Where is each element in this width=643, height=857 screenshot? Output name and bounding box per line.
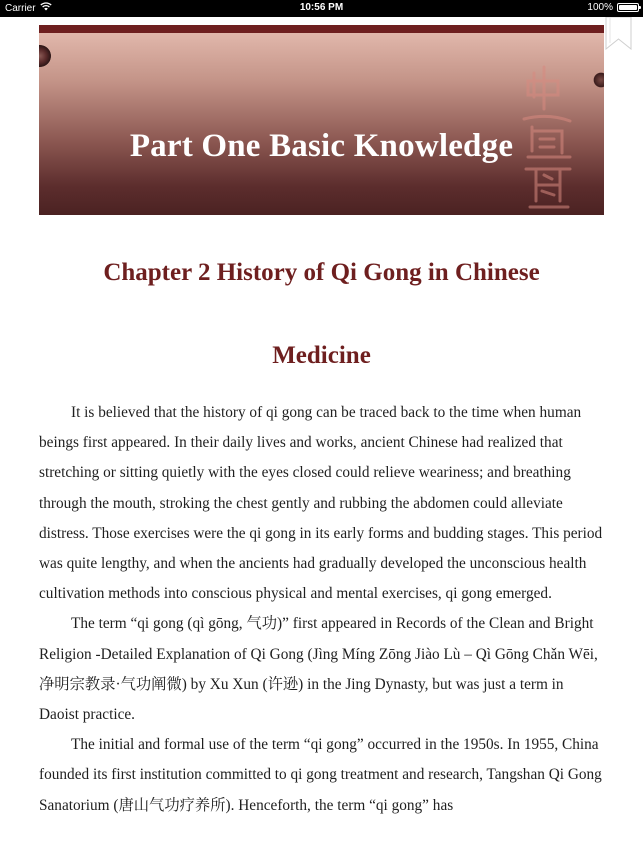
banner-ornament-right (592, 71, 604, 89)
banner-top-bar (39, 25, 604, 33)
part-banner (39, 25, 604, 215)
status-time: 10:56 PM (299, 2, 344, 13)
carrier-label: Carrier (5, 2, 36, 14)
battery-fill (619, 5, 637, 10)
banner-ornament-left (39, 45, 51, 67)
battery-icon (617, 3, 639, 12)
battery-tip (639, 6, 641, 9)
part-title: Part One Basic Knowledge (129, 128, 514, 164)
status-bar (0, 0, 643, 17)
chapter-title-line-1: Chapter 2 History of Qi Gong in Chinese (103, 259, 540, 286)
body-paragraph: The initial and formal use of the term “qi gong” occurred in the 1950s. In 1955, China founded its first institution committed to qi gong treatment and research, Tangshan Qi Gong Sanatorium (唐山气功疗养所). Henceforth, the term “qi gong” has (39, 736, 602, 814)
body-paragraph: The term “qi gong (qì gōng, 气功)” first appeared in Records of the Clean and Bright Religion -Detailed Explanation of Qi Gong (Jìng Míng Zōng Jiào Lù – Qì Gōng Chǎn Wēi, 净明宗教录·气功阐微) by Xu Xun (许逊) in the Jing Dynasty, but was just a term in Daoist practice. (39, 615, 598, 724)
battery-percent: 100% (587, 2, 613, 13)
body-paragraph: It is believed that the history of qi gong can be traced back to the time when human beings first appeared. In their daily lives and works, ancient Chinese had realized that stretching or sitting quietly with the eyes closed could relieve weariness; and breathing through the mouth, stroking the chest gently and rubbing the abdomen could alleviate distress. Those exercises were the qi gong in its early forms and budding stages. This period was quite lengthy, and when the ancients had gradually developed the unconscious health cultivation methods into conscious physical and mental exercises, qi gong emerged. (39, 404, 603, 603)
status-right (587, 2, 639, 13)
chapter-title-line-2: Medicine (272, 342, 371, 369)
chapter-body (39, 398, 604, 821)
bookmark-icon[interactable] (605, 17, 632, 50)
